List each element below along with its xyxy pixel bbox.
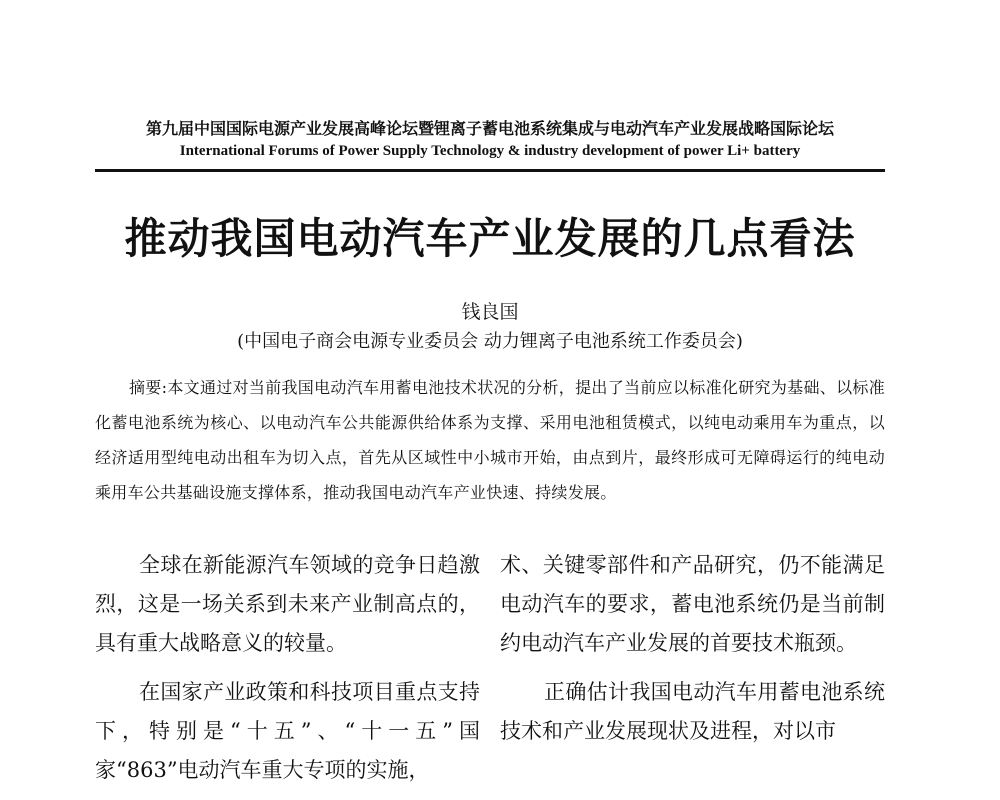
abstract-text: 本文通过对当前我国电动汽车用蓄电池技术状况的分析，提出了当前应以标准化研究为基础、以标准化蓄电池系统为核心、以电动汽车公共能源供给体系为支撑、采用电池租赁模式，以纯电动乘用车为重点，以经济适用型纯电动出租车为切入点，首先从区域性中小城市开始，由点到片，最终形成可无障碍运行的纯电动乘用车公共基础设施支撑体系，推动我国电动汽车产业快速、持续发展。 (95, 378, 885, 502)
abstract-label: 摘要: (129, 378, 168, 397)
body-column-left (95, 546, 480, 800)
body-paragraph: 正确估计我国电动汽车用蓄电池系统技术和产业发展现状及进程，对以市 (500, 680, 885, 743)
header-divider (95, 169, 885, 172)
abstract (95, 370, 885, 510)
forum-title-chinese: 第九届中国国际电源产业发展高峰论坛暨锂离子蓄电池系统集成与电动汽车产业发展战略国际论坛 (145, 119, 834, 138)
author-affiliation: (中国电子商会电源专业委员会 动力锂离子电池系统工作委员会) (237, 331, 743, 352)
body-paragraph: 术、关键零部件和产品研究，仍不能满足电动汽车的要求，蓄电池系统仍是当前制约电动汽车产业发展的首要技术瓶颈。 (500, 553, 885, 655)
article-title: 推动我国电动汽车产业发展的几点看法 (124, 214, 856, 263)
article-author: 钱良国 (461, 301, 519, 323)
body-paragraph: 在国家产业政策和科技项目重点支持下，特别是“十五”、“十一五”国家“863”电动汽车重大专项的实施， (95, 680, 480, 782)
body-column-right (500, 546, 885, 761)
forum-title-english: International Forums of Power Supply Technology & industry development of power Li+ battery (179, 143, 801, 159)
body-paragraph: 全球在新能源汽车领域的竞争日趋激烈，这是一场关系到未来产业制高点的，具有重大战略意义的较量。 (95, 553, 480, 655)
